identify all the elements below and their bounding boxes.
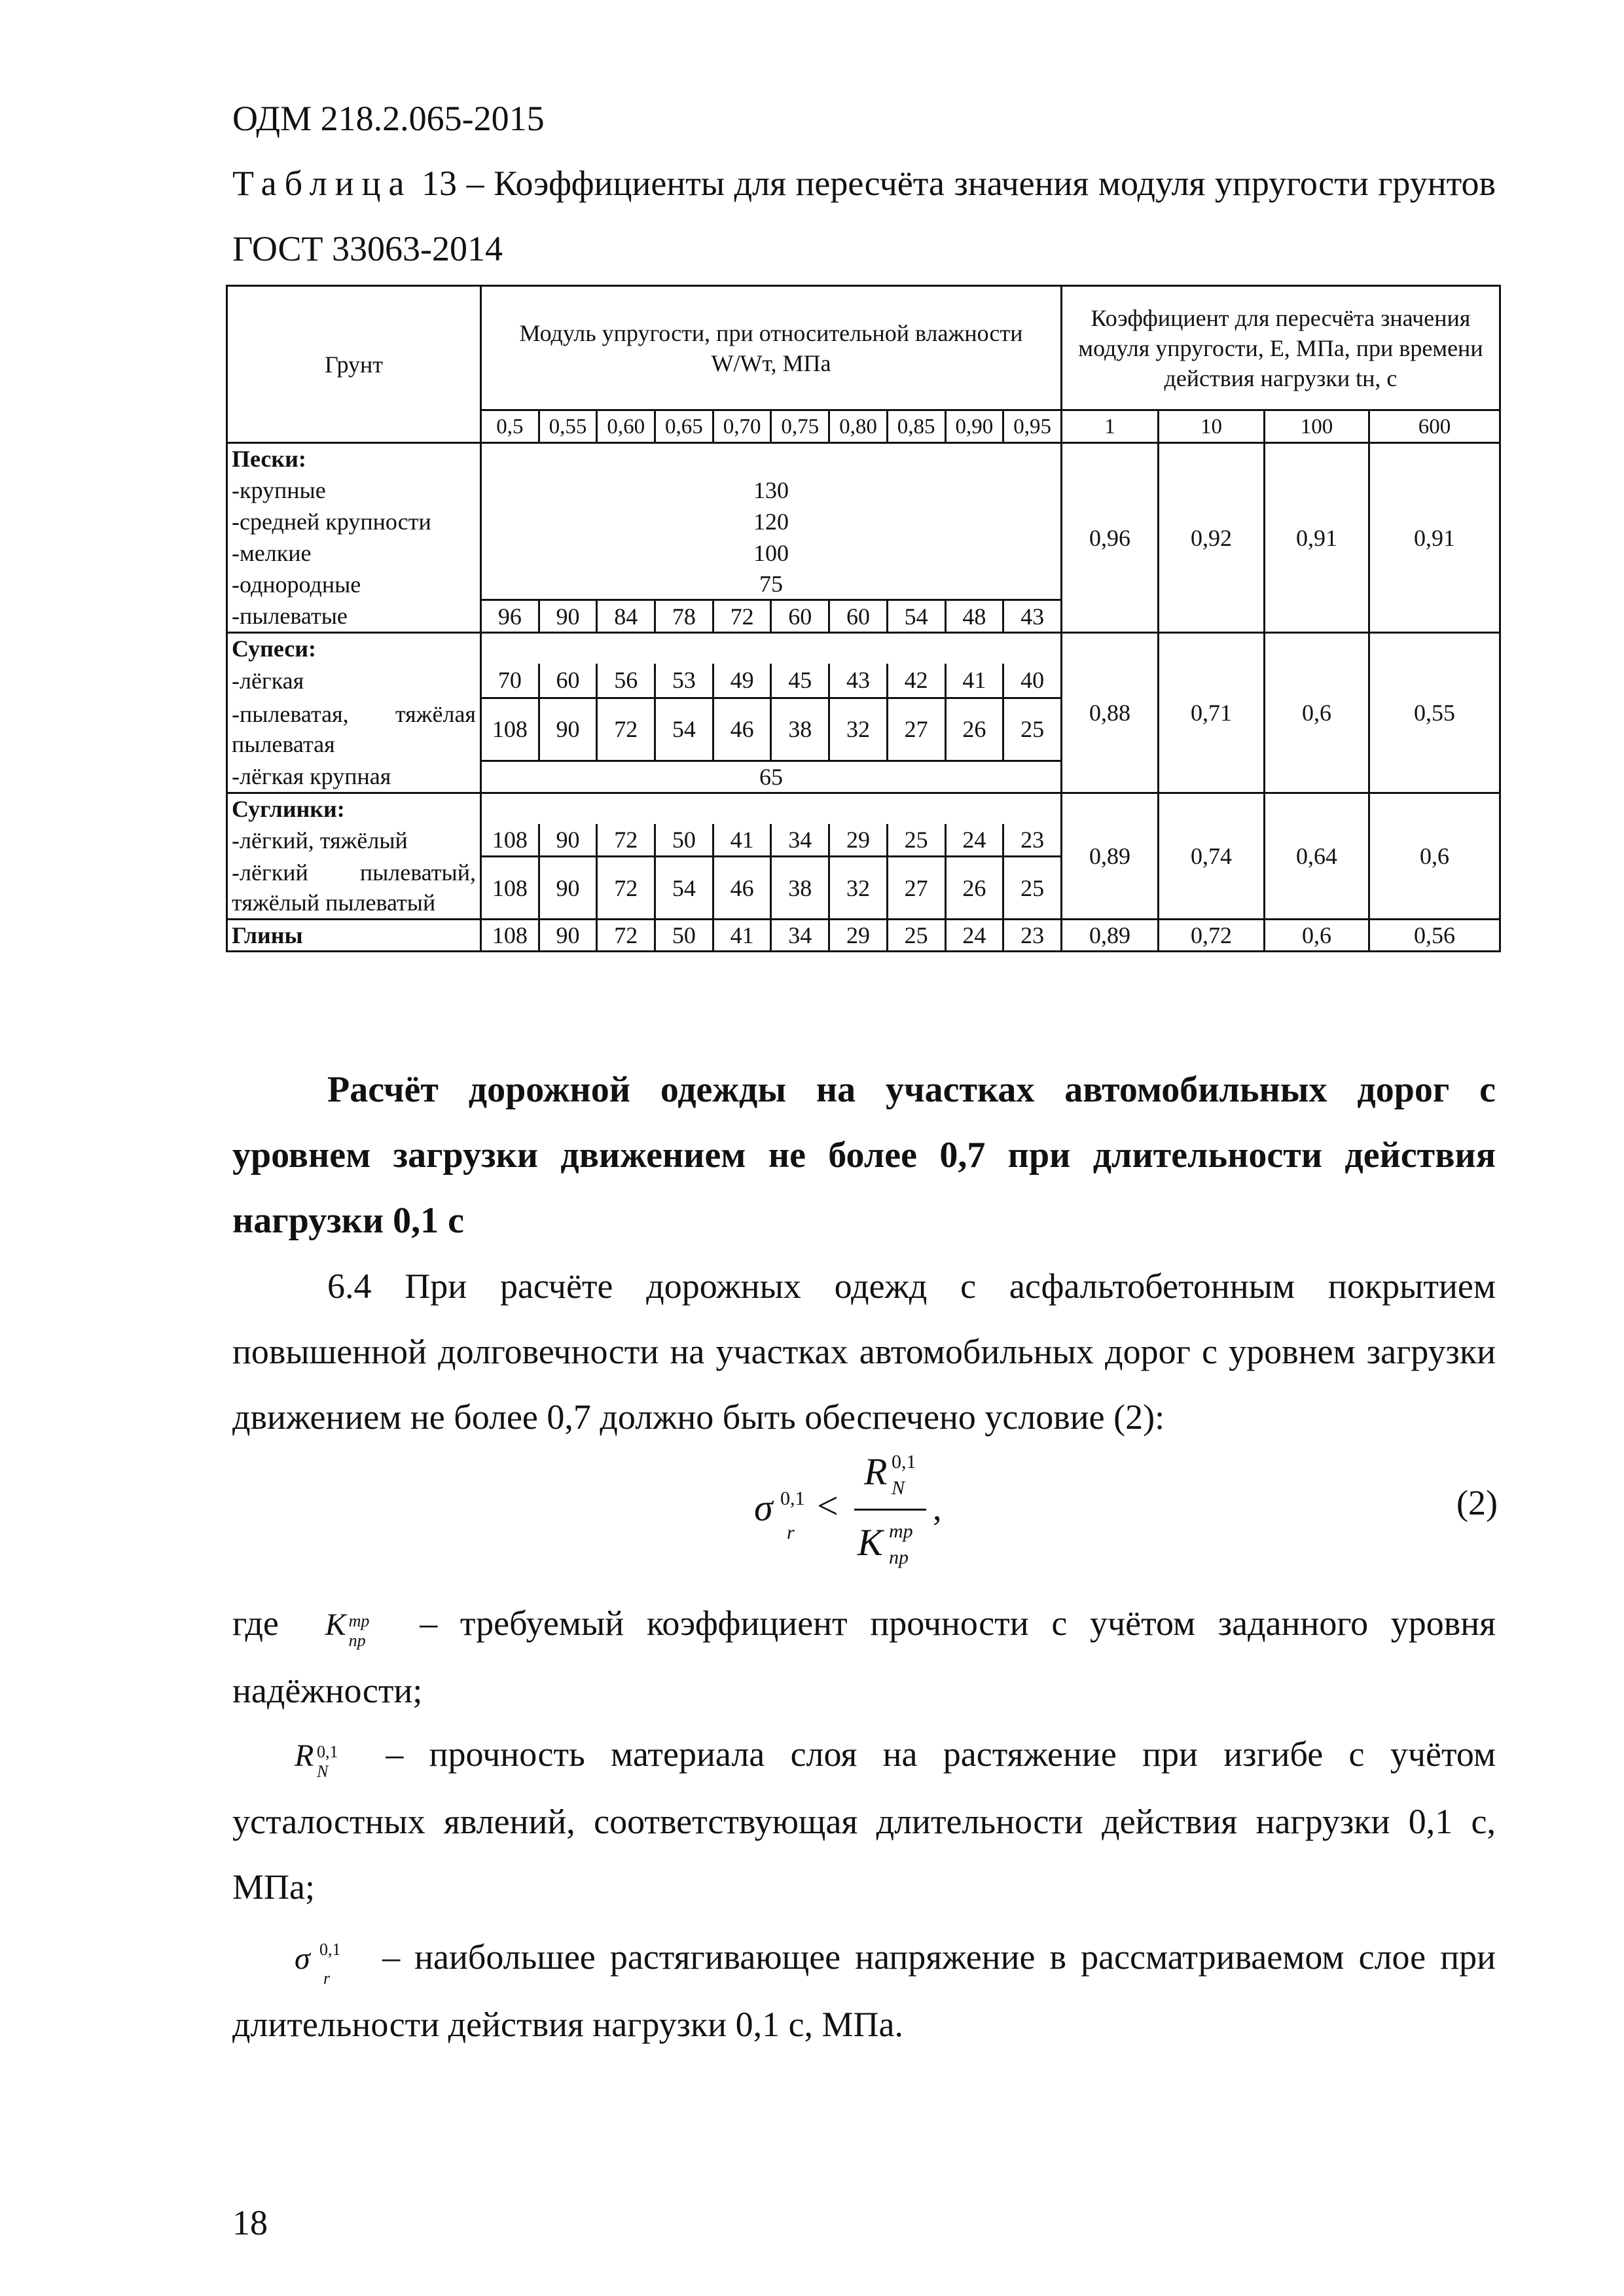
modulus-value: 26 xyxy=(945,857,1003,920)
modulus-value: 70 xyxy=(481,664,539,698)
coef-value: 0,92 xyxy=(1158,443,1264,633)
modulus-value: 90 xyxy=(539,824,597,857)
time-value: 100 xyxy=(1264,410,1369,443)
modulus-value: 25 xyxy=(1003,698,1062,761)
group-title-clays: Глины xyxy=(227,920,481,952)
time-value: 600 xyxy=(1369,410,1500,443)
modulus-value: 23 xyxy=(1003,920,1062,952)
caption-label: Таблица xyxy=(232,164,412,203)
soil-name: -лёгкий пылеватый, тяжёлый пылеватый xyxy=(227,857,481,920)
modulus-value: 49 xyxy=(713,664,771,698)
modulus-value: 54 xyxy=(887,600,945,633)
soil-name: -пылеватые xyxy=(227,600,481,633)
paragraph-6-4: 6.4 При расчёте дорожных одежд с асфальтобетонным покрытием повышенной долговечности на участках автомобильных дорог с уровнем загрузки движением не более 0,7 должно быть обеспечено условие (2): xyxy=(232,1266,1496,1437)
modulus-value: 46 xyxy=(713,857,771,920)
definition-sigma xyxy=(232,1924,1496,2057)
modulus-value: 48 xyxy=(945,600,1003,633)
moisture-value: 0,60 xyxy=(597,410,655,443)
modulus-value: 72 xyxy=(597,857,655,920)
modulus-value: 40 xyxy=(1003,664,1062,698)
coef-value: 0,72 xyxy=(1158,920,1264,952)
moisture-value: 0,5 xyxy=(481,410,539,443)
modulus-value: 25 xyxy=(887,920,945,952)
modulus-value: 60 xyxy=(771,600,829,633)
where-word: где xyxy=(232,1604,279,1643)
modulus-value: 27 xyxy=(887,698,945,761)
formula-K-sup: mp xyxy=(889,1520,913,1542)
formula-R-sub: N xyxy=(892,1477,905,1499)
definition-k xyxy=(232,1590,1496,1723)
modulus-value: 78 xyxy=(655,600,713,633)
modulus-value: 72 xyxy=(597,824,655,857)
modulus-value: 90 xyxy=(539,698,597,761)
modulus-value: 42 xyxy=(887,664,945,698)
moisture-value: 0,75 xyxy=(771,410,829,443)
modulus-value: 45 xyxy=(771,664,829,698)
modulus-value: 54 xyxy=(655,857,713,920)
section-title-text: Расчёт дорожной одежды на участках автомобильных дорог с уровнем загрузки движением не более 0,7 при длительности действия нагрузки 0,1 с xyxy=(232,1069,1496,1241)
modulus-value: 23 xyxy=(1003,824,1062,857)
modulus-value: 32 xyxy=(829,857,888,920)
modulus-value: 54 xyxy=(655,698,713,761)
modulus-value: 46 xyxy=(713,698,771,761)
modulus-value: 56 xyxy=(597,664,655,698)
fraction-bar xyxy=(854,1509,926,1511)
soil-name: -лёгкая xyxy=(227,664,481,698)
modulus-value: 24 xyxy=(945,920,1003,952)
modulus-value: 72 xyxy=(597,698,655,761)
coefficients-table xyxy=(226,285,1501,952)
table-caption xyxy=(232,151,1496,281)
coef-value: 0,96 xyxy=(1061,443,1158,633)
coef-value: 0,89 xyxy=(1061,920,1158,952)
modulus-value: 24 xyxy=(945,824,1003,857)
soil-name: -мелкие xyxy=(227,537,481,569)
modulus-value: 108 xyxy=(481,824,539,857)
modulus-value: 90 xyxy=(539,600,597,633)
coef-value: 0,55 xyxy=(1369,633,1500,793)
coef-value: 0,89 xyxy=(1061,793,1158,920)
moisture-value: 0,70 xyxy=(713,410,771,443)
modulus-value: 96 xyxy=(481,600,539,633)
modulus-value: 41 xyxy=(713,920,771,952)
equation-number: (2) xyxy=(1456,1483,1498,1522)
coef-value: 0,6 xyxy=(1369,793,1500,920)
modulus-value: 75 xyxy=(481,569,1062,600)
formula-K-sub: np xyxy=(889,1547,909,1568)
header-coefficient: Коэффициент для пересчёта значения модуля упругости, E, МПа, при времени действия нагрузки tн, с xyxy=(1061,286,1500,410)
soil-name: -крупные xyxy=(227,475,481,506)
coef-value: 0,91 xyxy=(1369,443,1500,633)
coef-value: 0,64 xyxy=(1264,793,1369,920)
group-title-loams: Суглинки: xyxy=(227,793,481,824)
formula-comma: , xyxy=(933,1488,942,1528)
modulus-value: 84 xyxy=(597,600,655,633)
soil-name: -однородные xyxy=(227,569,481,600)
modulus-value: 50 xyxy=(655,824,713,857)
coef-value: 0,6 xyxy=(1264,920,1369,952)
formula-R-sup: 0,1 xyxy=(892,1451,916,1473)
coef-value: 0,74 xyxy=(1158,793,1264,920)
definition-r-text: – прочность материала слоя на растяжение при изгибе с учётом усталостных явлений, соответствующая длительности действия нагрузки 0,1 с, МПа; xyxy=(232,1734,1496,1907)
modulus-value: 34 xyxy=(771,920,829,952)
coef-value: 0,71 xyxy=(1158,633,1264,793)
soil-name: -лёгкая крупная xyxy=(227,761,481,793)
moisture-value: 0,95 xyxy=(1003,410,1062,443)
modulus-value: 38 xyxy=(771,857,829,920)
formula-sigma-sup: 0,1 xyxy=(780,1488,805,1509)
modulus-value: 41 xyxy=(945,664,1003,698)
modulus-value: 130 xyxy=(481,475,1062,506)
coef-value: 0,56 xyxy=(1369,920,1500,952)
modulus-value: 43 xyxy=(1003,600,1062,633)
formula-sigma: σ xyxy=(754,1486,773,1529)
section-title xyxy=(232,1057,1496,1253)
formula-K: K xyxy=(857,1521,883,1564)
formula-2 xyxy=(746,1450,1008,1568)
symbol-sigma: σ 0,1 r xyxy=(295,1940,341,1988)
caption-text: 13 – Коэффициенты для пересчёта значения модуля упругости грунтов ГОСТ 33063-2014 xyxy=(232,164,1496,268)
modulus-value: 34 xyxy=(771,824,829,857)
modulus-value: 90 xyxy=(539,920,597,952)
modulus-value: 29 xyxy=(829,920,888,952)
modulus-value: 72 xyxy=(597,920,655,952)
modulus-value: 32 xyxy=(829,698,888,761)
modulus-value: 29 xyxy=(829,824,888,857)
modulus-value: 90 xyxy=(539,857,597,920)
soil-name: -лёгкий, тяжёлый xyxy=(227,824,481,857)
modulus-value: 50 xyxy=(655,920,713,952)
modulus-value: 60 xyxy=(829,600,888,633)
modulus-value: 43 xyxy=(829,664,888,698)
header-modulus: Модуль упругости, при относительной влажности W/Wт, МПа xyxy=(481,286,1062,410)
soil-name: -пылеватая, тяжёлая пылеватая xyxy=(227,698,481,761)
moisture-value: 0,90 xyxy=(945,410,1003,443)
group-title-sandy-loams: Супеси: xyxy=(227,633,481,664)
coef-value: 0,88 xyxy=(1061,633,1158,793)
soil-name: -средней крупности xyxy=(227,506,481,537)
modulus-value: 72 xyxy=(713,600,771,633)
modulus-value: 26 xyxy=(945,698,1003,761)
formula-sigma-sub: r xyxy=(787,1522,795,1543)
modulus-value: 108 xyxy=(481,920,539,952)
moisture-value: 0,85 xyxy=(887,410,945,443)
definition-sigma-text: – наибольшее растягивающее напряжение в рассматриваемом слое при длительности действия нагрузки 0,1 с, МПа. xyxy=(232,1937,1496,2044)
modulus-value: 25 xyxy=(1003,857,1062,920)
modulus-value: 108 xyxy=(481,698,539,761)
modulus-value: 100 xyxy=(481,537,1062,569)
moisture-value: 0,80 xyxy=(829,410,888,443)
formula-less-than: < xyxy=(817,1484,839,1527)
modulus-value: 27 xyxy=(887,857,945,920)
header-soil: Грунт xyxy=(227,286,481,443)
modulus-value: 60 xyxy=(539,664,597,698)
document-code: ОДМ 218.2.065-2015 xyxy=(232,99,545,138)
group-title-sands: Пески: xyxy=(227,443,481,475)
moisture-value: 0,55 xyxy=(539,410,597,443)
moisture-value: 0,65 xyxy=(655,410,713,443)
coef-value: 0,91 xyxy=(1264,443,1369,633)
symbol-k: K mp np xyxy=(325,1607,370,1650)
coef-value: 0,6 xyxy=(1264,633,1369,793)
symbol-r: R 0,1 N xyxy=(295,1738,338,1781)
modulus-value: 120 xyxy=(481,506,1062,537)
time-value: 10 xyxy=(1158,410,1264,443)
definition-r xyxy=(232,1721,1496,1920)
modulus-value: 25 xyxy=(887,824,945,857)
formula-R: R xyxy=(864,1450,888,1493)
definition-k-text: – требуемый коэффициент прочности с учётом заданного уровня надёжности; xyxy=(232,1604,1496,1710)
modulus-value: 108 xyxy=(481,857,539,920)
modulus-value: 53 xyxy=(655,664,713,698)
modulus-value: 38 xyxy=(771,698,829,761)
modulus-value: 41 xyxy=(713,824,771,857)
time-value: 1 xyxy=(1061,410,1158,443)
modulus-value: 65 xyxy=(481,761,1062,793)
page-number: 18 xyxy=(232,2203,268,2242)
